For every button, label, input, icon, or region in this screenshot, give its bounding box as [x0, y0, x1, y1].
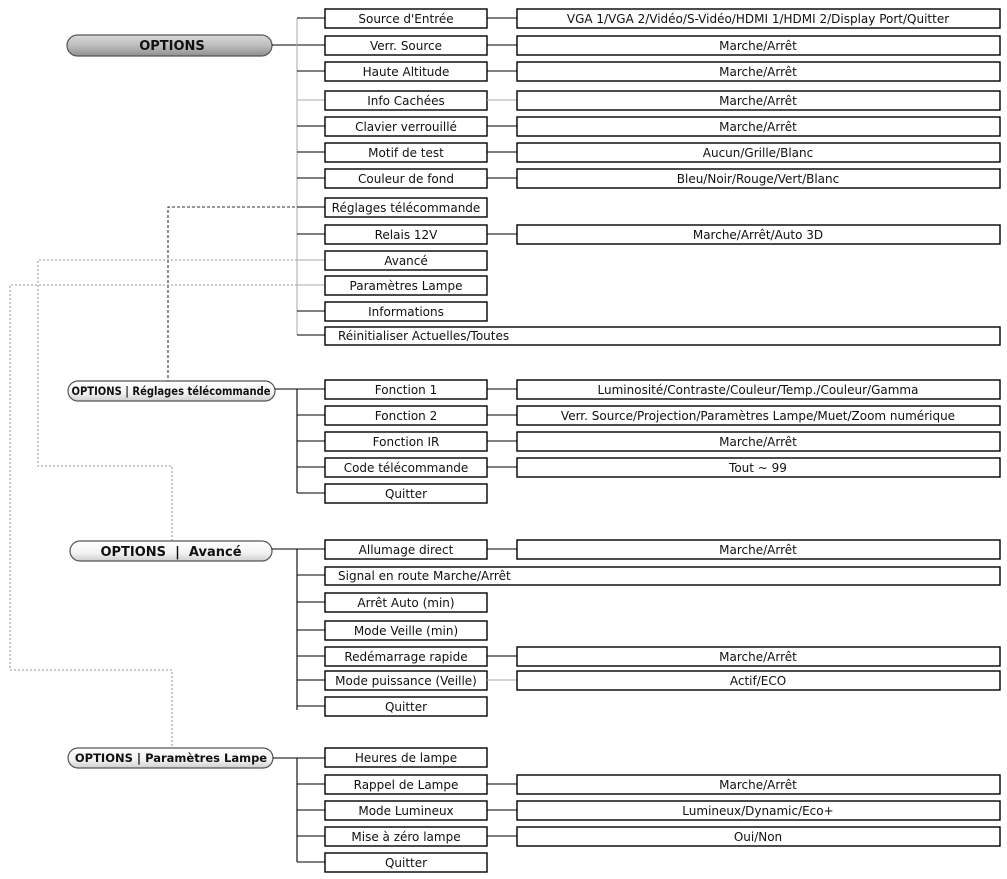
menu-item-label: Arrêt Auto (min): [357, 596, 455, 610]
menu-item-label: Source d'Entrée: [358, 12, 454, 26]
menu-item-label: Code télécommande: [343, 461, 469, 475]
menu-value-label: Actif/ECO: [729, 674, 787, 688]
main-menu: [67, 9, 1000, 345]
menu-item-label: Mise à zéro lampe: [351, 830, 461, 844]
menu-item-label: Avancé: [384, 254, 428, 268]
link-remote-settings: [168, 207, 325, 381]
menu-value-label: Marche/Arrêt: [719, 435, 797, 449]
menu-item-label: Rappel de Lampe: [353, 778, 459, 792]
menu-value-label: Bleu/Noir/Rouge/Vert/Blanc: [676, 172, 840, 186]
menu-item-label: Motif de test: [368, 146, 444, 160]
remote-settings-menu: [68, 380, 1000, 503]
menu-value-label: Marche/Arrêt/Auto 3D: [692, 228, 824, 242]
menu-item-label: Fonction 2: [374, 409, 438, 423]
menu-value-label: Verr. Source/Projection/Paramètres Lampe/Muet/Zoom numérique: [560, 409, 956, 423]
menu-item-label: Allumage direct: [358, 543, 454, 557]
main-menu-title: OPTIONS: [139, 39, 205, 54]
menu-value-label: Marche/Arrêt: [719, 94, 797, 108]
menu-item-label: Clavier verrouillé: [355, 120, 457, 134]
menu-value-label: Marche/Arrêt: [719, 778, 797, 792]
menu-item-label: Informations: [368, 305, 444, 319]
lamp-settings-menu: [68, 748, 1000, 872]
menu-item-label: Réinitialiser Actuelles/Toutes: [338, 329, 510, 343]
menu-item-label: Signal en route Marche/Arrêt: [338, 569, 511, 583]
menu-item-label: Quitter: [384, 700, 428, 714]
menu-item-label: Redémarrage rapide: [344, 650, 468, 664]
menu-value-label: Tout ~ 99: [729, 461, 787, 475]
menu-item-label: Verr. Source: [369, 39, 443, 53]
menu-item-label: Mode Veille (min): [353, 624, 459, 638]
menu-item-label: Heures de lampe: [354, 751, 458, 765]
advanced-menu-title: OPTIONS | Avancé: [100, 545, 242, 560]
menu-value-label: Marche/Arrêt: [719, 120, 797, 134]
menu-value-label: Luminosité/Contraste/Couleur/Temp./Couleur/Gamma: [597, 383, 919, 397]
menu-value-label: Lumineux/Dynamic/Eco+: [682, 804, 834, 818]
menu-item-label: Quitter: [384, 487, 428, 501]
menu-value-label: Marche/Arrêt: [719, 650, 797, 664]
lamp-menu-title: OPTIONS | Paramètres Lampe: [74, 751, 268, 765]
menu-item-label: Fonction IR: [372, 435, 440, 449]
menu-item-label: Paramètres Lampe: [349, 279, 463, 293]
menu-item-label: Haute Altitude: [362, 65, 450, 79]
menu-value-label: Marche/Arrêt: [719, 65, 797, 79]
menu-value-label: Marche/Arrêt: [719, 543, 797, 557]
remote-menu-title: OPTIONS | Réglages télécommande: [71, 384, 271, 398]
link-lamp-settings: [10, 285, 325, 748]
menu-item-label: Mode Lumineux: [358, 804, 454, 818]
menu-value-label: Oui/Non: [733, 830, 783, 844]
advanced-menu: [70, 540, 1000, 716]
menu-value-label: Aucun/Grille/Blanc: [702, 146, 814, 160]
menu-item-label: Mode puissance (Veille): [335, 674, 477, 688]
menu-item-label: Quitter: [384, 856, 428, 870]
menu-value-label: Marche/Arrêt: [719, 39, 797, 53]
menu-item-label: Couleur de fond: [358, 172, 454, 186]
menu-value-label: VGA 1/VGA 2/Vidéo/S-Vidéo/HDMI 1/HDMI 2/Display Port/Quitter: [566, 12, 950, 26]
menu-item-label: Fonction 1: [374, 383, 438, 397]
menu-item-label: Réglages télécommande: [331, 201, 481, 215]
menu-item-label: Relais 12V: [374, 228, 438, 242]
menu-item-label: Info Cachées: [367, 94, 445, 108]
